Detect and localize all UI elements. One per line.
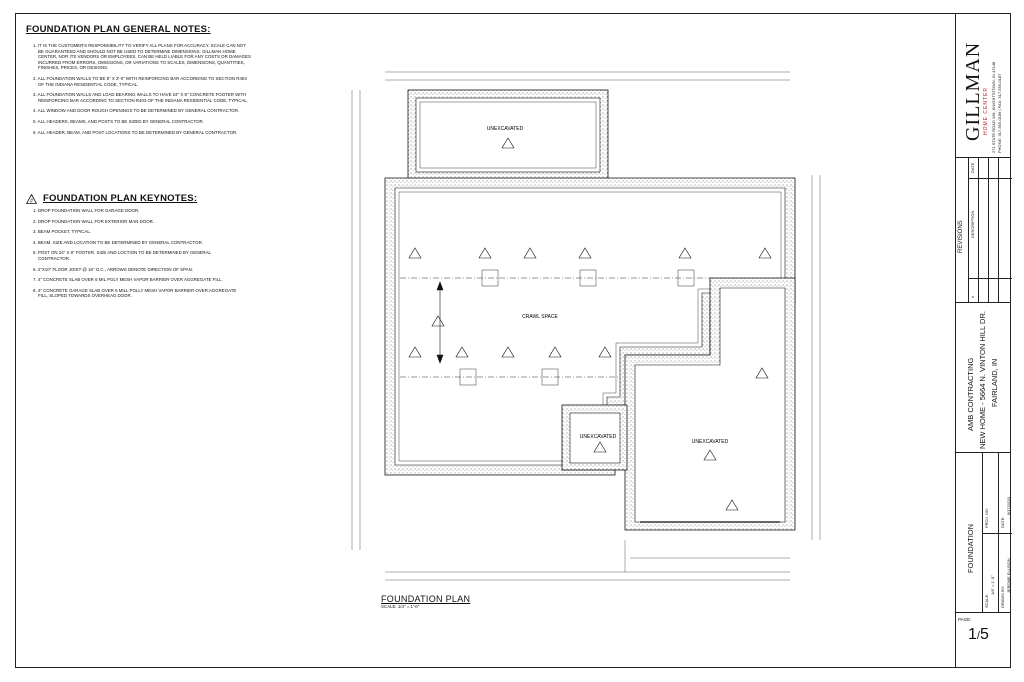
revision-number-header: #	[970, 295, 975, 298]
general-notes	[26, 24, 251, 140]
title-block	[955, 13, 1011, 668]
company-logo-block	[956, 13, 1011, 158]
drawn-by-label: DRAWN BY:	[1000, 585, 1005, 608]
general-note-item: 1. IT IS THE CUSTOMER'S RESPONSIBILITY TO VERIFY ALL PLANS FOR ACCURACY. SCALE CAN NOT BE GUARANTEED AND SHOULD NOT BE USED TO DETERMINE DIMENSIONS. GILLMAN HOME CENTER, NOR ITS VENDORS OR EMPLOYEES, CAN BE HELD LIABLE FOR ANY COSTS OR DAMAGES INCURRED FROM ERRORS, OMISSIONS, OR VARIATIONS TO SCALES, DIMENSIONS, QUANTITIES, FINISHES, PRICES, OR DESIGNS.	[33, 43, 251, 71]
foundation-plan-drawing	[330, 60, 840, 590]
sheet-name: FOUNDATION	[966, 523, 975, 573]
date-value: 6/17/2020	[1006, 497, 1011, 515]
general-note-item: 6. ALL HEADER, BEAM, AND POST LOCATIONS TO BE DETERMINED BY GENERAL CONTRACTOR.	[33, 129, 238, 135]
page-total: 5	[979, 626, 989, 643]
company-name: GILLMAN	[962, 41, 984, 141]
general-note-item: 2. ALL FOUNDATION WALLS TO BE 8" X 3'-0" WITH REINFORCING BAR ACCORDING TO SECTION R404 OF THE INDIANA RESIDENTIAL CODE, TYPICAL.	[33, 75, 247, 87]
company-phone: PHONE: 317-555-0186 | FAX: 317-555-0187	[997, 73, 1002, 153]
revision-description-header: DESCRIPTION	[970, 210, 975, 238]
label-unexcavated-small: UNEXCAVATED	[579, 434, 617, 440]
keynote-item: 4. BEAM. SIZE AND LOCATION TO BE DETERMINED BY GENERAL CONTRACTOR.	[33, 239, 203, 245]
revisions-label: REVISIONS	[958, 220, 964, 253]
keynotes-header	[26, 193, 197, 204]
keynote-item: 8. 4" CONCRETE GARAGE SLAB OVER 6 MILL POLLY MESH VAPOR BARRIER OVER AGGREGATE FILL, SLOPED TOWARDS OVERHEAD DOOR.	[33, 287, 237, 299]
project-location: FAIRLAND, IN	[990, 358, 999, 407]
sheet-info-block	[956, 453, 1011, 613]
keynote-item: 3. BEAM POCKET, TYPICAL.	[33, 229, 91, 235]
keynote-item: 7. 4" CONCRETE SLAB OVER 6 MIL POLY MESH VAPOR BARRIER OVER AGGREGATE FILL.	[33, 277, 223, 283]
keynotes-title: FOUNDATION PLAN KEYNOTES:	[43, 193, 198, 204]
keynote-item: 1. DROP FOUNDATION WALL FOR GARAGE DOOR.	[33, 208, 140, 213]
page-current: 1	[968, 626, 977, 643]
label-unexcavated-porch: UNEXCAVATED	[486, 126, 524, 132]
general-note-item: 3. ALL FOUNDATION WALLS AND LOAD BEARING WALLS TO HAVE 24" X 8" CONCRETE FOOTER WITH REINFORCING BAR ACCORDING TO SECTION R403 OF THE INDIANA RESIDENTIAL CODE, TYPICAL.	[33, 92, 249, 103]
label-unexcavated-garage: UNEXCAVATED	[691, 439, 729, 445]
revisions-block	[956, 158, 1011, 303]
proj-no-label: PROJ. NO:	[984, 507, 989, 528]
company-subtitle: HOME CENTER	[983, 87, 989, 135]
general-note-item: 4. ALL WINDOW AND DOOR ROUGH OPENINGS TO BE DETERMINED BY GENERAL CONTRACTOR.	[33, 108, 240, 114]
scale-label: SCALE:	[984, 593, 989, 608]
company-address: 271 STATE ROAD 109, KNIGHTSTOWN, IN 47148	[991, 61, 996, 153]
revision-date-header: DATE	[970, 162, 975, 173]
svg-text:#: #	[30, 198, 33, 204]
general-notes-list	[26, 43, 251, 135]
keynote-item: 5. POST ON 24" X 8" FOOTER. SIZE AND LOCTION TO BE DETERMINED BY GENERAL CONTRACTOR.	[33, 250, 211, 261]
label-crawl-space: CRAWL SPACE	[522, 314, 558, 320]
keynote-item: 2. DROP FOUNDATION WALL FOR EXTERIOR MAN DOOR.	[33, 218, 154, 224]
scale-value: 1/4" = 1'-0"	[990, 575, 995, 595]
general-notes-title: FOUNDATION PLAN GENERAL NOTES:	[26, 24, 211, 35]
keynote-triangle-icon	[26, 194, 37, 204]
unexcavated-porch	[408, 90, 608, 180]
project-info-block	[956, 303, 1011, 453]
project-name: NEW HOME - 5664 N. VINTON HILL DR.	[978, 311, 987, 449]
keynotes-list	[26, 208, 241, 304]
general-note-item: 5. ALL HEADERS, BEAMS, AND POSTS TO BE SIZED BY GENERAL CONTRACTOR.	[33, 118, 204, 124]
page-label: PAGE:	[958, 617, 972, 622]
plan-scale: SCALE: 1/4" = 1'-0"	[381, 604, 420, 609]
date-label: DATE:	[1000, 516, 1005, 528]
page-number: 1/5	[968, 626, 989, 643]
keynote-item: 6. 2"X10" FLOOR JOIST @ 16" O.C., ARROWS DENOTE DIRECTION OF SPAN.	[33, 266, 193, 272]
drawn-by-name: JEROME ELLISON	[1006, 558, 1011, 593]
plan-title: FOUNDATION PLAN	[381, 594, 471, 604]
client-name: AMB CONTRACTING	[966, 357, 975, 431]
